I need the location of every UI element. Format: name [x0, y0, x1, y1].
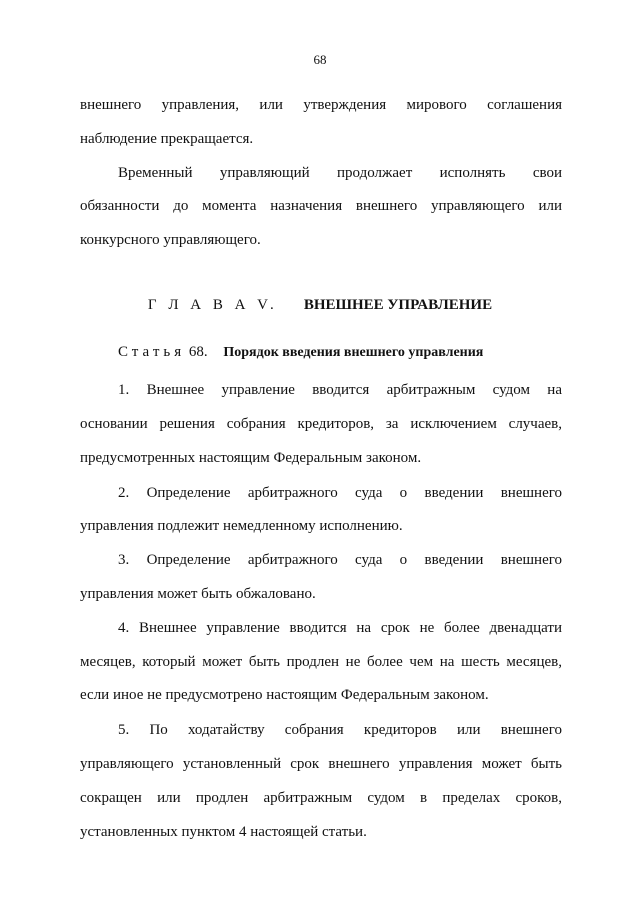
paragraph-line: обязанности до момента назначения внешнего управляющего или	[80, 198, 562, 214]
paragraph-line: Временный управляющий продолжает исполнять свои	[118, 165, 562, 181]
paragraph-line: предусмотренных настоящим Федеральным законом.	[80, 450, 422, 466]
article-title: Порядок введения внешнего управления	[223, 345, 484, 360]
paragraph-line: внешнего управления, или утверждения мирового соглашения	[80, 97, 562, 113]
chapter-title: ВНЕШНЕЕ УПРАВЛЕНИЕ	[303, 297, 493, 313]
paragraph-line: 2. Определение арбитражного суда о введении внешнего	[118, 485, 562, 501]
paragraph-line: установленных пунктом 4 настоящей статьи.	[80, 824, 367, 840]
paragraph-line: управления может быть обжаловано.	[80, 586, 316, 602]
article-label: Статья	[118, 344, 186, 360]
paragraph-line: месяцев, который может быть продлен не более чем на шесть месяцев,	[80, 654, 562, 670]
article-number: 68.	[188, 344, 208, 360]
paragraph-line: конкурсного управляющего.	[80, 232, 261, 248]
paragraph-line: 5. По ходатайству собрания кредиторов или внешнего	[118, 722, 562, 738]
paragraph-line: управляющего установленный срок внешнего управления может быть	[80, 756, 562, 772]
paragraph-line: 3. Определение арбитражного суда о введении внешнего	[118, 552, 562, 568]
paragraph-line: сокращен или продлен арбитражным судом в пределах сроков,	[80, 790, 562, 806]
chapter-label: Г Л А В А V.	[147, 297, 278, 313]
paragraph-line: наблюдение прекращается.	[80, 131, 254, 147]
page-number: 68	[313, 52, 327, 67]
paragraph-line: если иное не предусмотрено настоящим Федеральным законом.	[80, 687, 489, 703]
paragraph-line: 1. Внешнее управление вводится арбитражным судом на	[118, 382, 562, 398]
paragraph-line: управления подлежит немедленному исполнению.	[80, 518, 403, 534]
paragraph-line: 4. Внешнее управление вводится на срок не более двенадцати	[118, 620, 562, 636]
paragraph-line: основании решения собрания кредиторов, за исключением случаев,	[80, 416, 562, 432]
article-heading	[118, 341, 568, 364]
chapter-heading	[0, 294, 640, 316]
